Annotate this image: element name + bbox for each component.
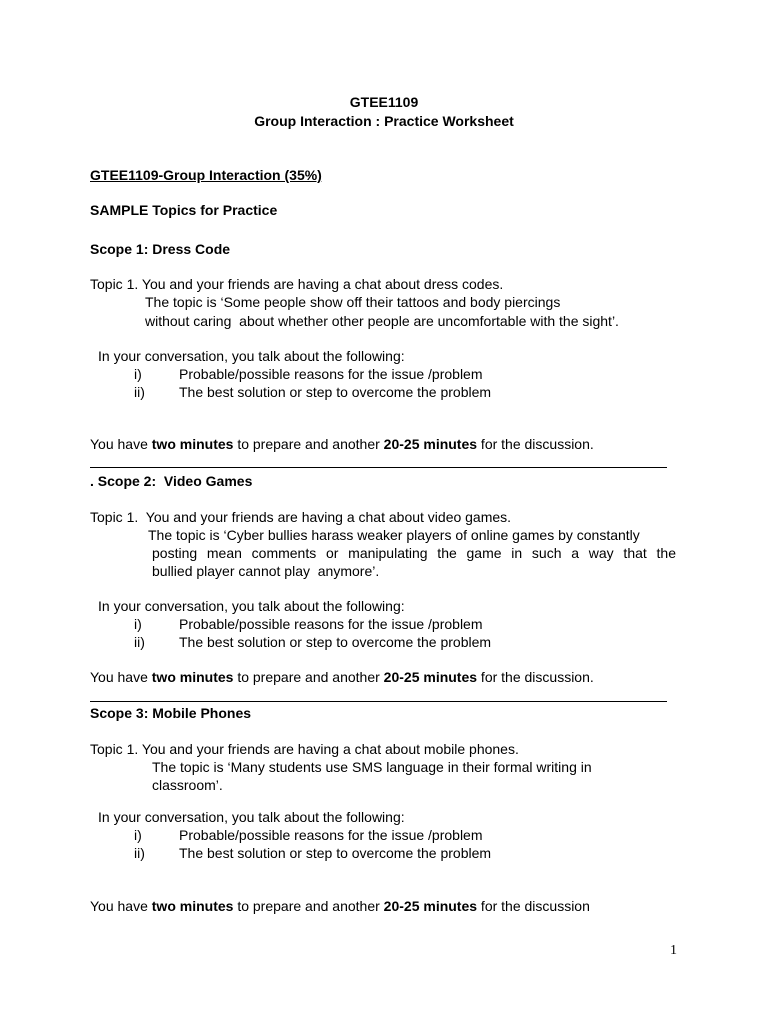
- scope-3-point-2-num: ii): [134, 845, 145, 861]
- scope-3-point-1-num: i): [134, 827, 142, 843]
- scope-3-intro: In your conversation, you talk about the following:: [98, 809, 405, 825]
- scope-3-topic-text-1: The topic is ‘Many students use SMS language in their formal writing in: [152, 759, 592, 775]
- scope-2-point-1-text: Probable/possible reasons for the issue /problem: [179, 616, 483, 632]
- scope-1-topic-text-2: without caring about whether other people are uncomfortable with the sight’.: [145, 313, 619, 329]
- scope-2-heading: . Scope 2: Video Games: [90, 473, 253, 489]
- scope-2-topic-text-3: bullied player cannot play anymore’.: [152, 563, 380, 579]
- section-heading: [90, 166, 322, 184]
- document-code: GTEE1109: [349, 94, 419, 110]
- scope-2-intro: In your conversation, you talk about the following:: [98, 598, 405, 614]
- scope-2-point-2-num: ii): [134, 634, 145, 650]
- scope-2-point-2-text: The best solution or step to overcome the problem: [179, 634, 492, 650]
- scope-1-topic-text-1: The topic is ‘Some people show off their tattoos and body piercings: [145, 294, 561, 310]
- document-title: Group Interaction : Practice Worksheet: [254, 113, 514, 129]
- scope-2-point-1-num: i): [134, 616, 142, 632]
- sample-topics-heading: SAMPLE Topics for Practice: [90, 202, 278, 218]
- scope-1-intro: In your conversation, you talk about the following:: [98, 348, 405, 364]
- separator-1: [90, 467, 667, 468]
- scope-2-topic-text-1: The topic is ‘Cyber bullies harass weaker players of online games by constantly: [148, 527, 640, 543]
- separator-2: [90, 701, 667, 702]
- scope-3-point-2-text: The best solution or step to overcome the problem: [179, 845, 492, 861]
- scope-1-point-2-num: ii): [134, 384, 145, 400]
- scope-1-point-1-text: Probable/possible reasons for the issue /problem: [179, 366, 483, 382]
- scope-2-time-note: You have two minutes to prepare and another 20-25 minutes for the discussion.: [90, 669, 594, 685]
- scope-3-topic-line: Topic 1. You and your friends are having a chat about mobile phones.: [90, 741, 519, 757]
- section-heading-code: GTEE1109: [90, 167, 159, 183]
- scope-1-point-2-text: The best solution or step to overcome the problem: [179, 384, 492, 400]
- scope-2-topic-line: Topic 1. You and your friends are having a chat about video games.: [90, 509, 512, 525]
- scope-1-point-1-num: i): [134, 366, 142, 382]
- scope-1-heading: Scope 1: Dress Code: [90, 241, 231, 257]
- scope-2-topic-text-2: posting mean comments or manipulating the game in such a way that the: [152, 545, 676, 561]
- scope-3-point-1-text: Probable/possible reasons for the issue /problem: [179, 827, 483, 843]
- scope-3-topic-text-2: classroom’.: [152, 777, 223, 793]
- section-heading-rest: -Group Interaction (35%): [158, 167, 322, 183]
- scope-3-time-note: You have two minutes to prepare and another 20-25 minutes for the discussion: [90, 898, 590, 914]
- scope-1-time-note: You have two minutes to prepare and another 20-25 minutes for the discussion.: [90, 436, 594, 452]
- scope-3-heading: Scope 3: Mobile Phones: [90, 705, 252, 721]
- page-number: 1: [670, 943, 677, 958]
- scope-1-topic-line: Topic 1. You and your friends are having a chat about dress codes.: [90, 276, 504, 292]
